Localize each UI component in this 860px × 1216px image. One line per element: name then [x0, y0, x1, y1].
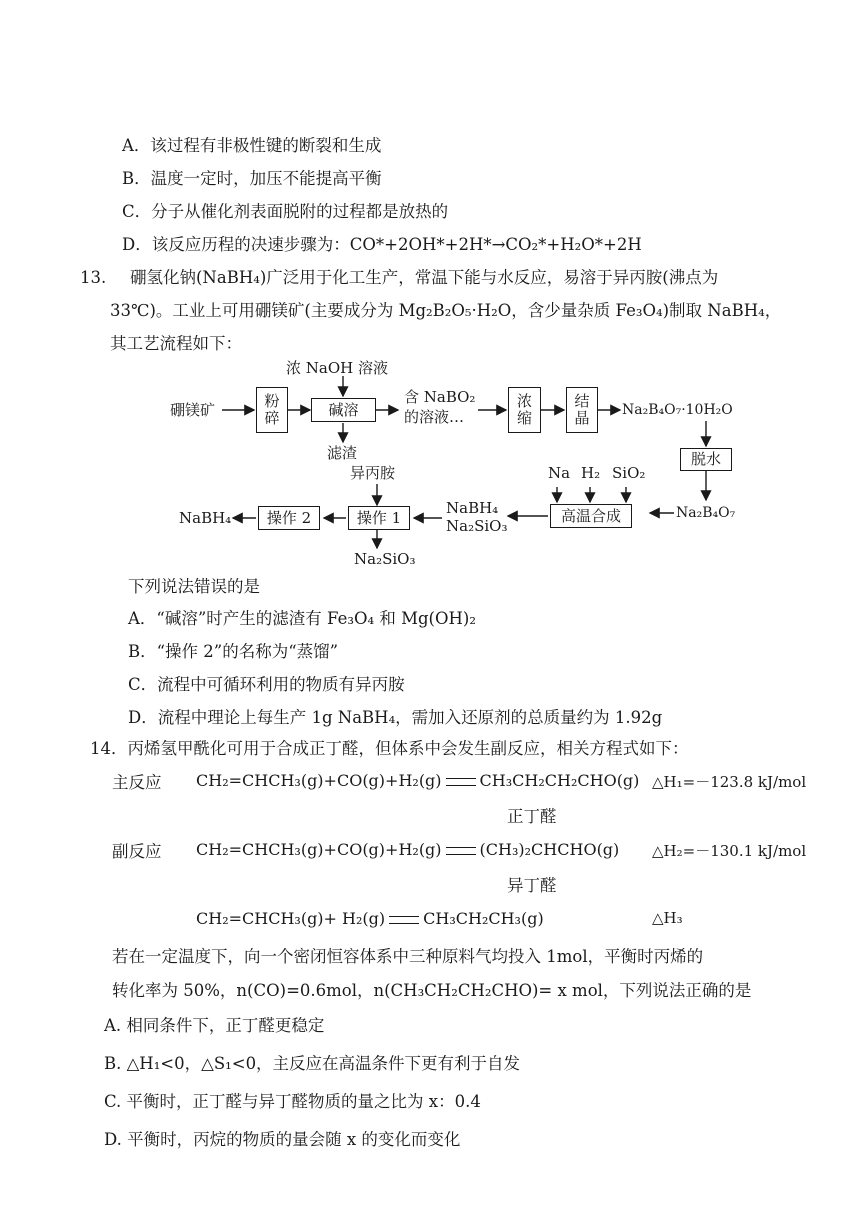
q14-side2-right: CH₃CH₂CH₃(g) [423, 909, 544, 928]
flow-solution-line2: 的溶液… [404, 408, 465, 426]
equals-sign [446, 778, 476, 786]
q14-side2-left: CH₂=CHCH₃(g)+ H₂(g) [196, 909, 386, 928]
q13-option-d: D．流程中理论上每生产 1g NaBH₄，需加入还原剂的总质量约为 1.92g [128, 708, 663, 727]
q14-main-enthalpy: △H₁=－123.8 kJ/mol [652, 773, 807, 791]
flow-dissolve-label: 碱溶 [328, 400, 359, 419]
q14-condition-line1: 若在一定温度下，向一个密闭恒容体系中三种原料气均投入 1mol，平衡时丙烯的 [112, 947, 704, 966]
flow-raw-borax-ore: 硼镁矿 [170, 401, 216, 419]
flow-concentrate-box [508, 387, 541, 433]
q14-main-product-name: 正丁醛 [507, 807, 557, 826]
q14-side1-left: CH₂=CHCH₃(g)+CO(g)+H₂(g) [196, 840, 442, 859]
q14-side2-enthalpy: △H₃ [652, 909, 683, 927]
q14-option-b: B. △H₁<0，△S₁<0，主反应在高温条件下更有利于自发 [104, 1054, 521, 1073]
q14-side1-enthalpy: △H₂=－130.1 kJ/mol [652, 842, 807, 860]
flow-na-label: Na [548, 464, 571, 482]
q13-option-a: A．“碱溶”时产生的滤渣有 Fe₃O₄ 和 Mg(OH)₂ [128, 609, 476, 628]
flow-dissolve-box [311, 398, 376, 422]
q14-stem: 14．丙烯氢甲酰化可用于合成正丁醛，但体系中会发生副反应，相关方程式如下： [90, 739, 689, 758]
equals-sign [389, 916, 419, 924]
flow-sio2-label: SiO₂ [612, 464, 646, 482]
q14-option-c: C. 平衡时，正丁醛与异丁醛物质的量之比为 x：0.4 [104, 1092, 481, 1111]
flow-crystallize-char2: 晶 [574, 409, 590, 427]
q12-option-a: A．该过程有非极性键的断裂和生成 [122, 136, 382, 155]
q13-question: 下列说法错误的是 [128, 577, 260, 596]
q14-main-label: 主反应 [112, 773, 162, 792]
q14-main-right: CH₃CH₂CH₂CHO(g) [479, 771, 640, 790]
flow-op1-box [348, 506, 410, 530]
flow-naoh-label: 浓 NaOH 溶液 [286, 359, 388, 377]
flow-grind-char1: 粉 [264, 392, 280, 410]
flow-mixture-line1: NaBH₄ [446, 499, 499, 517]
q14-side-label: 副反应 [112, 842, 162, 861]
q14-side1-right: (CH₃)₂CHCHO(g) [479, 840, 620, 859]
flow-na2sio3-label: Na₂SiO₃ [354, 550, 416, 568]
q13-option-c: C．流程中可循环利用的物质有异丙胺 [128, 675, 405, 694]
q12-option-d: D．该反应历程的决速步骤为：CO*+2OH*+2H*→CO₂*+H₂O*+2H [122, 235, 642, 254]
flow-borax-hydrate: Na₂B₄O₇·10H₂O [622, 402, 733, 418]
q14-main-equation [196, 771, 639, 790]
q14-side1-equation [196, 840, 619, 859]
q13-number: 13. [80, 268, 107, 287]
q12-option-c: C．分子从催化剂表面脱附的过程都是放热的 [122, 202, 449, 221]
q14-main-left: CH₂=CHCH₃(g)+CO(g)+H₂(g) [196, 771, 442, 790]
q13-stem-line3: 其工艺流程如下： [110, 334, 242, 353]
q14-side1-product-name: 异丁醛 [507, 876, 557, 895]
q13-option-b: B．“操作 2”的名称为“蒸馏” [128, 642, 339, 661]
flow-isopropylamine-label: 异丙胺 [350, 464, 396, 482]
q14-option-a: A. 相同条件下，正丁醛更稳定 [104, 1016, 325, 1035]
flow-op1-label: 操作 1 [356, 508, 402, 527]
flow-concentrate-char2: 缩 [516, 409, 532, 427]
flow-op2-box [258, 506, 320, 530]
flow-residue-label: 滤渣 [327, 444, 358, 462]
flow-synthesis-label: 高温合成 [560, 506, 621, 525]
flow-op2-label: 操作 2 [266, 508, 312, 527]
flow-synthesis-box [550, 504, 632, 528]
q14-option-d: D. 平衡时，丙烷的物质的量会随 x 的变化而变化 [104, 1130, 461, 1149]
flow-dehydrate-box [680, 448, 732, 471]
q14-side2-equation [196, 909, 544, 928]
flow-crystallize-char1: 结 [574, 392, 590, 410]
flow-product-label: NaBH₄ [179, 509, 232, 527]
flow-grind-box [256, 387, 288, 433]
flow-dehydrate-label: 脱水 [690, 450, 721, 468]
flow-h2-label: H₂ [581, 464, 601, 482]
flow-grind-char2: 碎 [264, 409, 280, 427]
q12-option-b: B．温度一定时，加压不能提高平衡 [122, 169, 382, 188]
equals-sign [446, 847, 476, 855]
flow-concentrate-char1: 浓 [516, 392, 532, 410]
flow-solution-line1: 含 NaBO₂ [404, 388, 476, 406]
flow-mixture-line2: Na₂SiO₃ [446, 517, 508, 535]
q14-condition-line2: 转化率为 50%，n(CO)=0.6mol，n(CH₃CH₂CH₂CHO)= x mol，下列说法正确的是 [112, 981, 752, 1000]
flow-borax: Na₂B₄O₇ [676, 505, 736, 521]
q13-stem-line1: 硼氢化钠(NaBH₄)广泛用于化工生产，常温下能与水反应，易溶于异丙胺(沸点为 [130, 268, 719, 287]
flow-crystallize-box [566, 387, 598, 433]
q13-stem-line2: 33℃)。工业上可用硼镁矿(主要成分为 Mg₂B₂O₅·H₂O，含少量杂质 Fe₃O₄)制取 NaBH₄， [110, 301, 782, 320]
